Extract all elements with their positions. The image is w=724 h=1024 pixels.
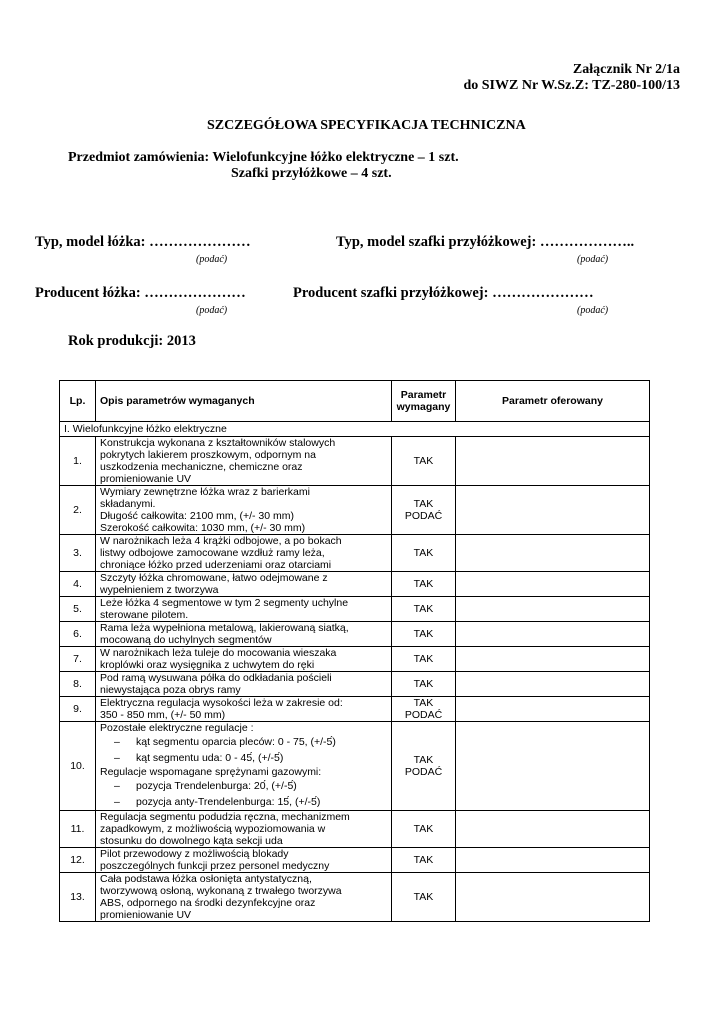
table-row (60, 572, 650, 597)
row-number: 2. (60, 486, 96, 535)
row-description: Pozostałe elektryczne regulacje : – kąt segmentu oparcia pleców: 0 - 75, (+/-5́) – kąt segmentu uda: 0 - 45́, (+/-5́) Regulacje wspomagane sprężynami gazowymi: – pozycja Trendelenburga: 20́, (+/-5́) – pozycja anty-Trendelenburga: 15́, (+/-5́) (96, 722, 392, 811)
table-row (60, 486, 650, 535)
cabinet-type-field: Typ, model szafki przyłóżkowej: ……………….. (336, 234, 635, 250)
row-offered[interactable] (456, 873, 650, 922)
row-number: 5. (60, 597, 96, 622)
order-subject-line1: Przedmiot zamówienia: Wielofunkcyjne łóżko elektryczne – 1 szt. (68, 150, 459, 165)
header-required: Parametr wymagany (392, 381, 456, 422)
row-number: 4. (60, 572, 96, 597)
table-header-row (60, 381, 650, 422)
row-number: 1. (60, 437, 96, 486)
row-number: 10. (60, 722, 96, 811)
row-description: Regulacja segmentu podudzia ręczna, mechanizmem zapadkowym, z możliwością wypoziomowania w stosunku do dowolnego kąta sekcji uda (96, 811, 392, 848)
annex-number: Załącznik Nr 2/1a (572, 62, 680, 77)
row-offered[interactable] (456, 722, 650, 811)
header-description: Opis parametrów wymaganych (96, 381, 392, 422)
table-row (60, 722, 650, 811)
bed-type-field: Typ, model łóżka: ………………… (35, 234, 251, 250)
section-title: I. Wielofunkcyjne łóżko elektryczne (60, 422, 650, 437)
row-required: TAK (392, 873, 456, 922)
table-row (60, 873, 650, 922)
row-offered[interactable] (456, 535, 650, 572)
row-required: TAK (392, 672, 456, 697)
row-number: 12. (60, 848, 96, 873)
row-number: 6. (60, 622, 96, 647)
row-offered[interactable] (456, 437, 650, 486)
row-required: TAK (392, 597, 456, 622)
header-offered: Parametr oferowany (456, 381, 650, 422)
table-row (60, 848, 650, 873)
row-number: 3. (60, 535, 96, 572)
row-description: Elektryczna regulacja wysokości leża w zakresie od: 350 - 850 mm, (+/- 50 mm) (96, 697, 392, 722)
row-required: TAK (392, 437, 456, 486)
row-offered[interactable] (456, 672, 650, 697)
row-required: TAK (392, 647, 456, 672)
row-description: Rama leża wypełniona metalową, lakierowaną siatką, mocowaną do uchylnych segmentów (96, 622, 392, 647)
table-row (60, 622, 650, 647)
row-number: 7. (60, 647, 96, 672)
row-required: TAK PODAĆ (392, 697, 456, 722)
annex-reference: do SIWZ Nr W.Sz.Z: TZ-280-100/13 (463, 78, 680, 93)
row-required: TAK (392, 535, 456, 572)
row-offered[interactable] (456, 811, 650, 848)
table-row (60, 672, 650, 697)
bed-producer-field: Producent łóżka: ………………… (35, 285, 246, 301)
row-offered[interactable] (456, 697, 650, 722)
row-required: TAK (392, 848, 456, 873)
row-offered[interactable] (456, 486, 650, 535)
section-row (60, 422, 650, 437)
row-required: TAK (392, 622, 456, 647)
table-row (60, 437, 650, 486)
row-number: 13. (60, 873, 96, 922)
order-subject-line2: Szafki przyłóżkowe – 4 szt. (231, 166, 392, 181)
row-description: Pod ramą wysuwana półka do odkładania pościeli niewystająca poza obrys ramy (96, 672, 392, 697)
table-row (60, 597, 650, 622)
row-description: Cała podstawa łóżka osłonięta antystatyczną, tworzywową osłoną, wykonaną z trwałego tworzywa ABS, odpornego na środki dezynfekcyjne oraz promieniowanie UV (96, 873, 392, 922)
row-description: Szczyty łóżka chromowane, łatwo odejmowane z wypełnieniem z tworzywa (96, 572, 392, 597)
row-number: 11. (60, 811, 96, 848)
row-offered[interactable] (456, 622, 650, 647)
row-required: TAK PODAĆ (392, 722, 456, 811)
row-offered[interactable] (456, 848, 650, 873)
row-description: W narożnikach leża tuleje do mocowania wieszaka kroplówki oraz wysięgnika z uchwytem do ręki (96, 647, 392, 672)
table-row (60, 697, 650, 722)
document-title: SZCZEGÓŁOWA SPECYFIKACJA TECHNICZNA (207, 118, 526, 133)
cabinet-producer-hint: (podać) (577, 305, 609, 316)
row-required: TAK PODAĆ (392, 486, 456, 535)
bed-producer-hint: (podać) (196, 305, 228, 316)
bed-type-hint: (podać) (196, 254, 228, 265)
row-number: 8. (60, 672, 96, 697)
row-offered[interactable] (456, 647, 650, 672)
specification-table (59, 380, 650, 922)
row-required: TAK (392, 811, 456, 848)
row-offered[interactable] (456, 572, 650, 597)
row-offered[interactable] (456, 597, 650, 622)
table-row (60, 535, 650, 572)
row-description: W narożnikach leża 4 krążki odbojowe, a po bokach listwy odbojowe zamocowane wzdłuż ramy leża, chroniące łóżko przed uderzeniami oraz otarciami (96, 535, 392, 572)
table-row (60, 647, 650, 672)
table-row (60, 811, 650, 848)
row-description: Konstrukcja wykonana z kształtowników stalowych pokrytych lakierem proszkowym, odpornym na uszkodzenia mechaniczne, chemiczne oraz promieniowanie UV (96, 437, 392, 486)
cabinet-producer-field: Producent szafki przyłóżkowej: ………………… (293, 285, 594, 301)
header-lp: Lp. (60, 381, 96, 422)
row-required: TAK (392, 572, 456, 597)
row-number: 9. (60, 697, 96, 722)
row-description: Wymiary zewnętrzne łóżka wraz z barierkami składanymi. Długość całkowita: 2100 mm, (+/- 30 mm) Szerokość całkowita: 1030 mm, (+/- 30 mm) (96, 486, 392, 535)
cabinet-type-hint: (podać) (577, 254, 609, 265)
production-year: Rok produkcji: 2013 (68, 333, 196, 349)
row-description: Leże łóżka 4 segmentowe w tym 2 segmenty uchylne sterowane pilotem. (96, 597, 392, 622)
row-description: Pilot przewodowy z możliwością blokady poszczególnych funkcji przez personel medyczny (96, 848, 392, 873)
